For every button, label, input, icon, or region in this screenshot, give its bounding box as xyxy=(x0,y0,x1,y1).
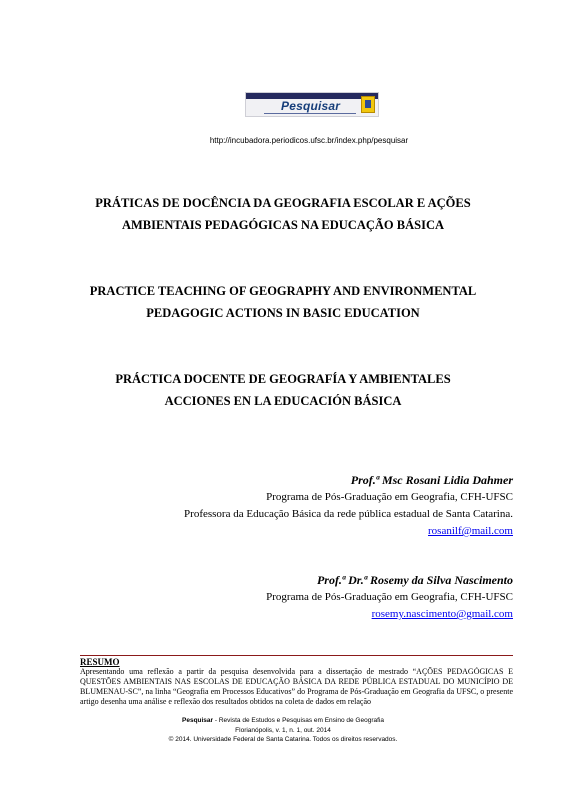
logo-underline xyxy=(264,113,356,114)
university-emblem-icon xyxy=(361,96,375,113)
section-divider xyxy=(80,655,513,656)
title-pt-line-2: AMBIENTAIS PEDAGÓGICAS NA EDUCAÇÃO BÁSICA xyxy=(121,218,445,232)
title-portuguese xyxy=(40,192,526,236)
author-name: Prof.ª Msc Rosani Lidia Dahmer xyxy=(350,473,513,487)
author-name: Prof.ª Dr.ª Rosemy da Silva Nascimento xyxy=(316,573,513,587)
author-affiliation: Programa de Pós-Graduação em Geografia, CFH-UFSC xyxy=(266,591,513,603)
journal-url[interactable]: http://incubadora.periodicos.ufsc.br/index.php/pesquisar xyxy=(209,136,409,145)
title-pt-line-1: PRÁTICAS DE DOCÊNCIA DA GEOGRAFIA ESCOLAR E AÇÕES xyxy=(95,196,471,210)
title-en-line-2: PEDAGOGIC ACTIONS IN BASIC EDUCATION xyxy=(146,306,420,320)
footer-line-1 xyxy=(0,716,566,726)
footer-journal-desc: - Revista de Estudos e Pesquisas em Ensino de Geografia xyxy=(213,717,384,724)
footer-journal-name: Pesquisar xyxy=(182,717,214,724)
abstract-text: Apresentando uma reflexão a partir da pesquisa desenvolvida para a dissertação de mestrado “AÇÕES PEDAGÓGICAS E QUESTÕES AMBIENTAIS NAS ESCOLAS DE EDUCAÇÃO BÁSICA DA REDE PÚBLICA ESTADUAL DO MUNICÍPIO DE BLUMENAU-SC”, na linha “Geografia em Processos Educativos” do Programa de Pós-Graduação em Geografia da UFSC, o presente artigo desenha uma análise e reflexão dos resultados obtidos na coleta de dados em relação xyxy=(80,667,513,706)
author-affiliation: Programa de Pós-Graduação em Geografia, CFH-UFSC xyxy=(266,491,513,503)
author-note: Professora da Educação Básica da rede pública estadual de Santa Catarina. xyxy=(184,508,513,520)
author-email-link[interactable]: rosemy.nascimento@gmail.com xyxy=(371,608,513,620)
title-es-line-2: ACCIONES EN LA EDUCACIÓN BÁSICA xyxy=(164,394,402,408)
title-english xyxy=(40,280,526,324)
title-es-line-1: PRÁCTICA DOCENTE DE GEOGRAFÍA Y AMBIENTALES xyxy=(115,372,451,386)
title-spanish xyxy=(40,368,526,412)
author-block-2 xyxy=(266,572,513,623)
title-en-line-1: PRACTICE TEACHING OF GEOGRAPHY AND ENVIRONMENTAL xyxy=(89,284,477,298)
author-block-1 xyxy=(184,472,513,540)
footer-line-3: © 2014. Universidade Federal de Santa Catarina. Todos os direitos reservados. xyxy=(168,736,398,743)
abstract-heading: RESUMO xyxy=(80,657,120,667)
logo-wordmark: Pesquisar xyxy=(281,99,341,113)
footer-line-2: Florianópolis, v. 1, n. 1, out. 2014 xyxy=(235,726,331,734)
page-footer xyxy=(0,716,566,745)
journal-logo xyxy=(245,92,379,117)
author-email-link[interactable]: rosanilf@mail.com xyxy=(428,525,513,537)
